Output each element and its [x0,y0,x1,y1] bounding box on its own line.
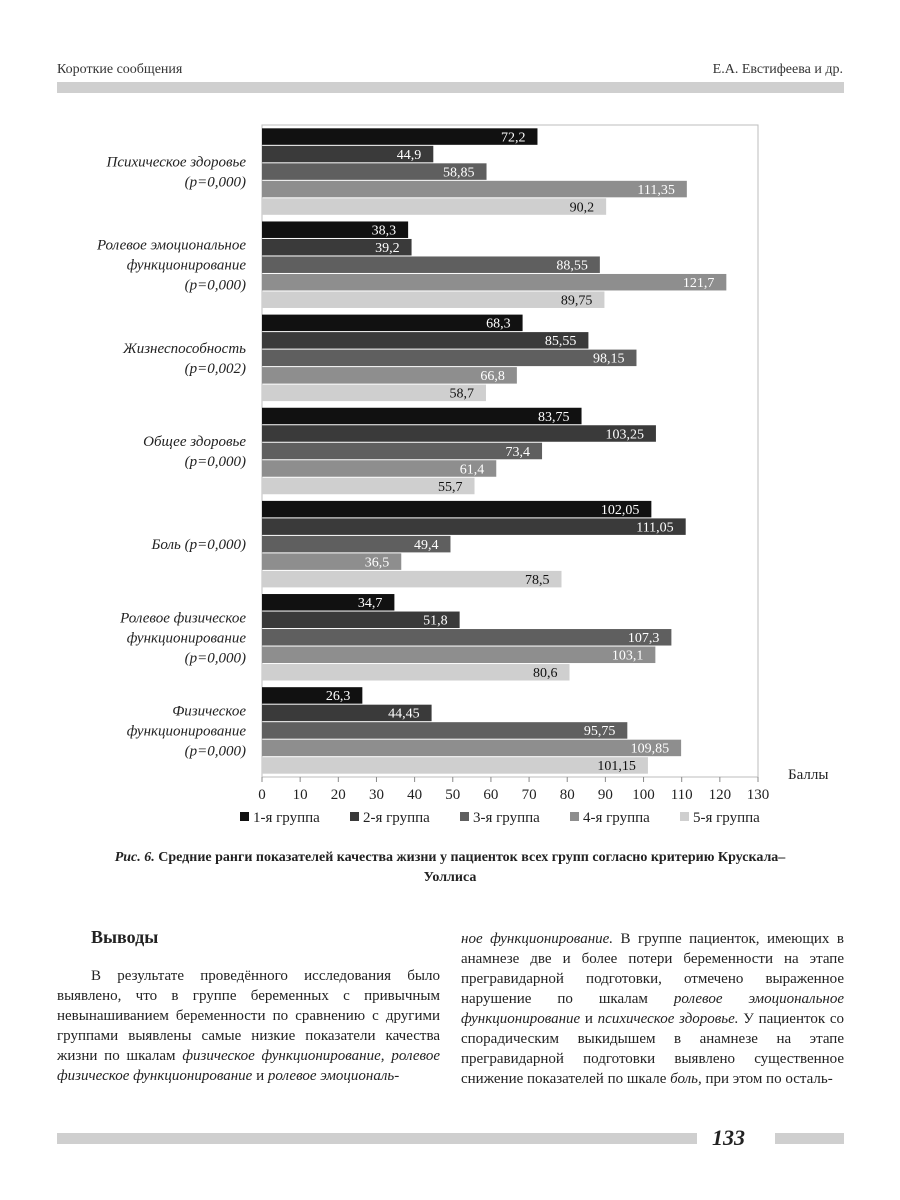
x-tick-label: 50 [445,787,461,803]
data-label: 55,7 [438,479,463,495]
category-label: (p=0,000) [184,454,246,470]
data-label: 89,75 [560,293,593,309]
data-label: 58,7 [449,386,474,402]
data-label: 36,5 [364,555,390,571]
x-tick-label: 110 [670,787,693,803]
data-label: 88,55 [556,258,588,274]
section-heading: Выводы [91,927,159,947]
data-label: 61,4 [459,462,485,478]
body-column-left [57,966,440,1086]
bar [262,198,606,215]
category-label: функционирование [126,723,246,740]
data-label: 90,2 [569,200,595,216]
bar [262,664,570,681]
x-tick-label: 60 [483,787,499,803]
category-label: (p=0,000) [184,174,246,191]
x-tick-label: 90 [597,787,613,803]
body-column-right [461,929,844,1089]
data-label: 68,3 [486,316,511,332]
category-label: Боль (p=0,000) [151,537,246,554]
bar [262,408,582,425]
category-label: (p=0,002) [184,360,246,377]
x-tick-label: 130 [746,787,770,803]
bar [262,315,523,332]
category-label: Ролевое эмоциональное [96,237,246,254]
x-tick-label: 40 [407,787,423,803]
data-label: 26,3 [325,689,351,705]
x-tick-label: 120 [708,787,732,803]
data-label: 73,4 [505,444,531,460]
data-label: 111,35 [637,182,675,198]
x-tick-label: 10 [292,787,308,803]
body-paragraph-right: ное функционирование. В группе пациенток, имеющих в анамнезе две и более потери беременности на этапе прегравидарной подготовки, отмечено выраженное нарушение по шкалам ролевое эмоциональное функционирование и психическое здоровье. У пациенток со спорадическим выкидышем в анамнезе на этапе прегравидарной подготовки выявлено существенное снижение показателей по шкале боль, при этом по осталь- [461,931,844,1087]
data-label: 98,15 [592,351,625,367]
bar [262,291,604,308]
data-label: 103,1 [611,648,644,664]
bar [262,629,671,646]
data-label: 107,3 [627,631,660,647]
bar [262,722,627,739]
legend-entry: 3-я группа [473,810,540,826]
x-tick-label: 100 [632,787,655,803]
bar [262,128,537,145]
legend-entry: 5-я группа [693,810,760,826]
category-label: функционирование [126,257,246,274]
figure-caption-label: Рис. 6. [114,850,155,865]
figure-caption-text: Средние ранги показателей качества жизни у пациенток всех групп согласно критерию Крускала–Уоллиса [158,850,786,885]
data-label: 58,85 [443,165,475,181]
data-label: 51,8 [423,613,448,629]
x-tick-label: 80 [559,787,575,803]
data-label: 38,3 [371,223,397,239]
bar [262,181,687,198]
legend-swatch [460,812,469,821]
legend-entry: 4-я группа [583,810,650,826]
data-label: 49,4 [413,537,439,553]
bar [262,332,588,349]
x-tick-label: 30 [368,787,384,803]
data-label: 109,85 [630,741,670,757]
category-label: функционирование [126,630,246,647]
data-label: 44,9 [396,147,422,163]
data-label: 111,05 [636,520,674,536]
footer-rule-right [775,1133,844,1144]
data-label: 66,8 [480,369,505,385]
data-label: 44,45 [388,706,420,722]
category-label: (p=0,000) [184,743,246,760]
body-paragraph-left: В результате проведённого исследования было выявлено, что в группе беременных с привычным невынашиванием беременности по сравнению с другими группами выявлены самые низкие показатели качества жизни по шкалам физическое функционирование, ролевое физическое функционирование и ролевое эмоциональ- [57,968,441,1084]
x-tick-label: 20 [330,787,346,803]
data-label: 102,05 [600,502,640,518]
data-label: 78,5 [525,572,550,588]
data-label: 95,75 [583,724,616,740]
data-label: 80,6 [533,666,558,682]
x-tick-label: 0 [258,787,266,803]
legend-swatch [570,812,579,821]
category-label: Ролевое физическое [120,610,246,627]
legend-swatch [680,812,689,821]
data-label: 121,7 [682,275,715,291]
page-number: 133 [712,1125,745,1150]
data-label: 85,55 [544,334,577,350]
category-label: Психическое здоровье [106,154,246,171]
data-label: 101,15 [597,759,636,775]
running-header-section: Короткие сообщения [57,62,183,77]
bar [262,518,686,535]
data-label: 83,75 [538,409,570,425]
data-label: 39,2 [375,240,400,256]
figure-caption [100,848,800,888]
bar [262,367,517,384]
bar [262,274,726,291]
bar [262,647,655,664]
data-label: 34,7 [357,596,383,612]
data-label: 103,25 [605,427,644,443]
data-label: 72,2 [500,130,526,146]
bar [262,757,648,774]
x-axis-label: Баллы [788,767,829,783]
category-label: (p=0,000) [184,277,246,294]
running-header-authors: Е.А. Евстифеева и др. [712,62,843,77]
legend-swatch [350,812,359,821]
x-tick-label: 70 [521,787,537,803]
legend-entry: 2-я группа [363,810,430,826]
bar [262,501,651,517]
bar [262,256,600,273]
category-label: Физическое [172,703,246,720]
legend-swatch [240,812,249,821]
bar [262,350,636,367]
category-label: (p=0,000) [184,650,246,667]
category-label: Жизнеспособность [122,340,246,357]
legend-entry: 1-я группа [253,810,320,826]
footer-rule-left [57,1133,697,1144]
bar [262,571,562,588]
bar [262,443,542,460]
bar [262,425,656,442]
category-label: Общее здоровье [143,434,246,450]
bar [262,740,681,757]
